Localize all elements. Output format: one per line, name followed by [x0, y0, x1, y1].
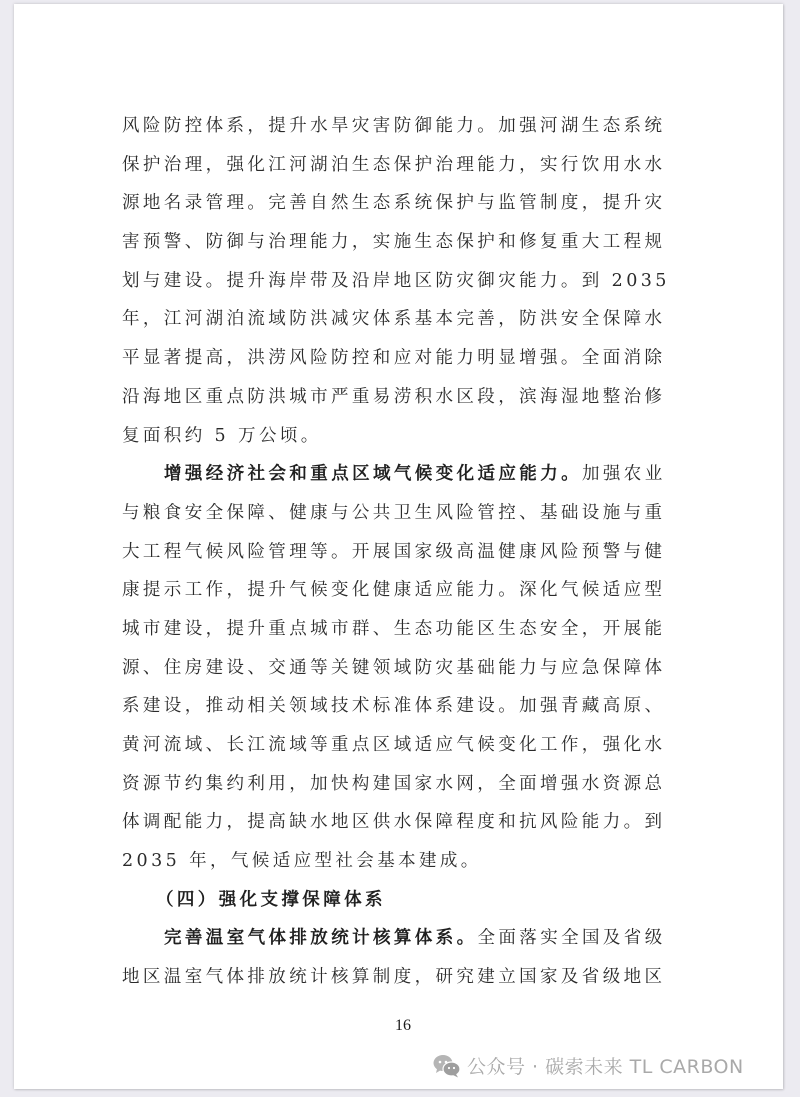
text-line: 地区温室气体排放统计核算制度，研究建立国家及省级地区 [122, 967, 666, 988]
watermark-text: 公众号 · 碳索未来 TL CARBON [467, 1056, 744, 1078]
text-line: 风险防控体系，提升水旱灾害防御能力。加强河湖生态系统 [122, 116, 666, 136]
text-line: 源、住房建设、交通等关键领域防灾基础能力与应急保障体 [122, 657, 666, 678]
text-line: 体调配能力，提高缺水地区供水保障程度和抗风险能力。到 [122, 812, 666, 833]
text-line-first [122, 455, 682, 494]
paragraph-lead: 增强经济社会和重点区域气候变化适应能力。 [164, 464, 582, 485]
text-line: 平显著提高，洪涝风险防控和应对能力明显增强。全面消除 [122, 348, 666, 369]
text-line: 资源节约集约利用，加快构建国家水网，全面增强水资源总 [122, 773, 666, 794]
wechat-icon [433, 1054, 461, 1078]
paragraph-text: 全面落实全国及省级 [477, 928, 666, 949]
text-line: 年，江河湖泊流域防洪减灾体系基本完善，防洪安全保障水 [122, 309, 666, 330]
paragraph-continuation [122, 107, 682, 455]
text-line: 大工程气候风险管理等。开展国家级高温健康风险预警与健 [122, 541, 666, 562]
watermark [433, 1052, 744, 1079]
text-line: 黄河流域、长江流域等重点区域适应气候变化工作，强化水 [122, 735, 666, 755]
text-line: 康提示工作，提升气候变化健康适应能力。深化气候适应型 [122, 580, 666, 601]
text-line: 保护治理，强化江河湖泊生态保护治理能力，实行饮用水水 [122, 154, 666, 175]
section-heading: （四）强化支撑保障体系 [156, 889, 386, 910]
text-line: 系建设，推动相关领域技术标准体系建设。加强青藏高原、 [122, 696, 666, 717]
text-line: 城市建设，提升重点城市群、生态功能区生态安全，开展能 [122, 618, 666, 639]
paragraph-lead: 完善温室气体排放统计核算体系。 [164, 928, 478, 949]
paragraph-ghg-accounting [122, 919, 682, 996]
text-line: 与粮食安全保障、健康与公共卫生风险管控、基础设施与重 [122, 502, 666, 523]
paragraph-climate-adaptation [122, 455, 682, 881]
paragraph-text: 加强农业 [582, 464, 666, 485]
text-line: 复面积约 5 万公顷。 [122, 425, 322, 446]
text-line: 源地名录管理。完善自然生态系统保护与监管制度，提升灾 [122, 193, 666, 214]
text-line-first [122, 919, 682, 958]
document-body [122, 107, 682, 997]
page-number: 16 [395, 1017, 411, 1034]
text-line: 害预警、防御与治理能力，实施生态保护和修复重大工程规 [122, 232, 666, 253]
document-page [14, 4, 783, 1089]
text-line: 沿海地区重点防洪城市严重易涝积水区段，滨海湿地整治修 [122, 386, 666, 407]
text-line: 2035 年，气候适应型社会基本建成。 [122, 851, 482, 872]
text-line: 划与建设。提升海岸带及沿岸地区防灾御灾能力。到 2035 [122, 270, 670, 291]
